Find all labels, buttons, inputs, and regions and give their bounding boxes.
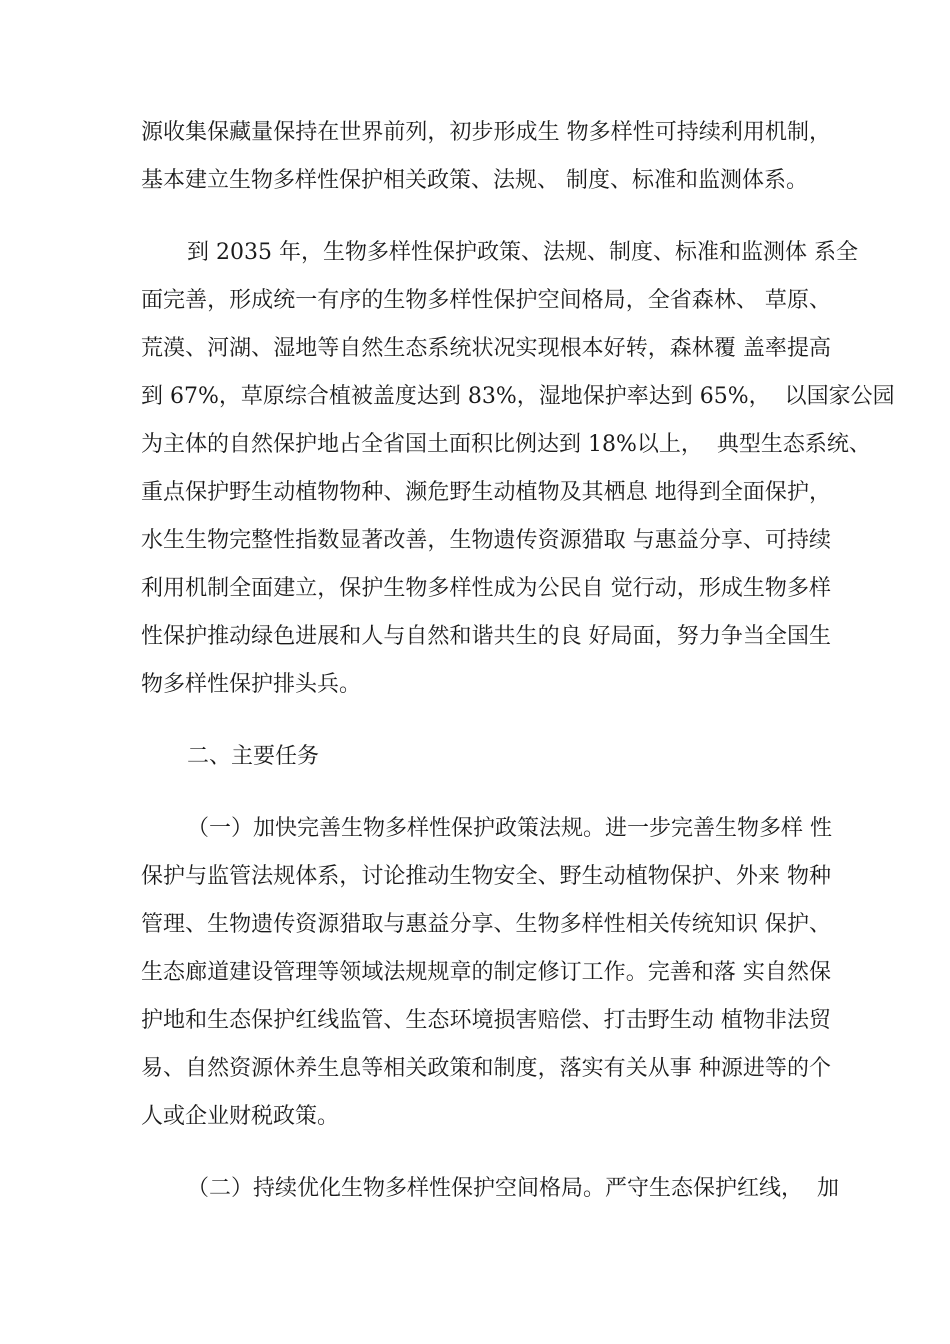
paragraph-4-line-4: 生态廊道建设管理等领域法规规章的制定修订工作。完善和落 实自然保	[141, 960, 831, 985]
paragraph-4-line-2: 保护与监管法规体系，讨论推动生物安全、野生动植物保护、外来 物种	[141, 864, 831, 889]
paragraph-2-line-8: 利用机制全面建立，保护生物多样性成为公民自 觉行动，形成生物多样	[141, 576, 831, 601]
section-heading: 二、主要任务	[187, 744, 320, 769]
paragraph-2-line-1: 到 2035 年，生物多样性保护政策、法规、制度、标准和监测体 系全	[187, 240, 858, 265]
paragraph-1-line-1: 源收集保藏量保持在世界前列，初步形成生 物多样性可持续利用机制，	[141, 120, 831, 145]
paragraph-2-line-6: 重点保护野生动植物物种、濒危野生动植物及其栖息 地得到全面保护，	[141, 480, 831, 505]
paragraph-1-line-2: 基本建立生物多样性保护相关政策、法规、 制度、标准和监测体系。	[141, 168, 808, 193]
paragraph-2-line-10: 物多样性保护排头兵。	[141, 672, 362, 697]
paragraph-4-line-6: 易、自然资源休养生息等相关政策和制度，落实有关从事 种源进等的个	[141, 1056, 831, 1081]
paragraph-2-line-9: 性保护推动绿色进展和人与自然和谐共生的良 好局面，努力争当全国生	[141, 624, 831, 649]
paragraph-2-line-7: 水生生物完整性指数显著改善，生物遗传资源猎取 与惠益分享、可持续	[141, 528, 831, 553]
paragraph-2-line-3: 荒漠、河湖、湿地等自然生态系统状况实现根本好转，森林覆 盖率提高	[141, 336, 831, 361]
paragraph-2-line-2: 面完善，形成统一有序的生物多样性保护空间格局，全省森林、 草原、	[141, 288, 831, 313]
paragraph-5-line-1: （二）持续优化生物多样性保护空间格局。严守生态保护红线， 加	[187, 1176, 839, 1201]
paragraph-2-line-5: 为主体的自然保护地占全省国土面积比例达到 18%以上， 典型生态系统、	[141, 432, 871, 457]
paragraph-2-line-4: 到 67%，草原综合植被盖度达到 83%，湿地保护率达到 65%， 以国家公园	[141, 384, 895, 409]
paragraph-4-line-3: 管理、生物遗传资源猎取与惠益分享、生物多样性相关传统知识 保护、	[141, 912, 831, 937]
paragraph-4-line-5: 护地和生态保护红线监管、生态环境损害赔偿、打击野生动 植物非法贸	[141, 1008, 831, 1033]
paragraph-4-line-1: （一）加快完善生物多样性保护政策法规。进一步完善生物多样 性	[187, 816, 832, 841]
paragraph-4-line-7: 人或企业财税政策。	[141, 1104, 340, 1129]
